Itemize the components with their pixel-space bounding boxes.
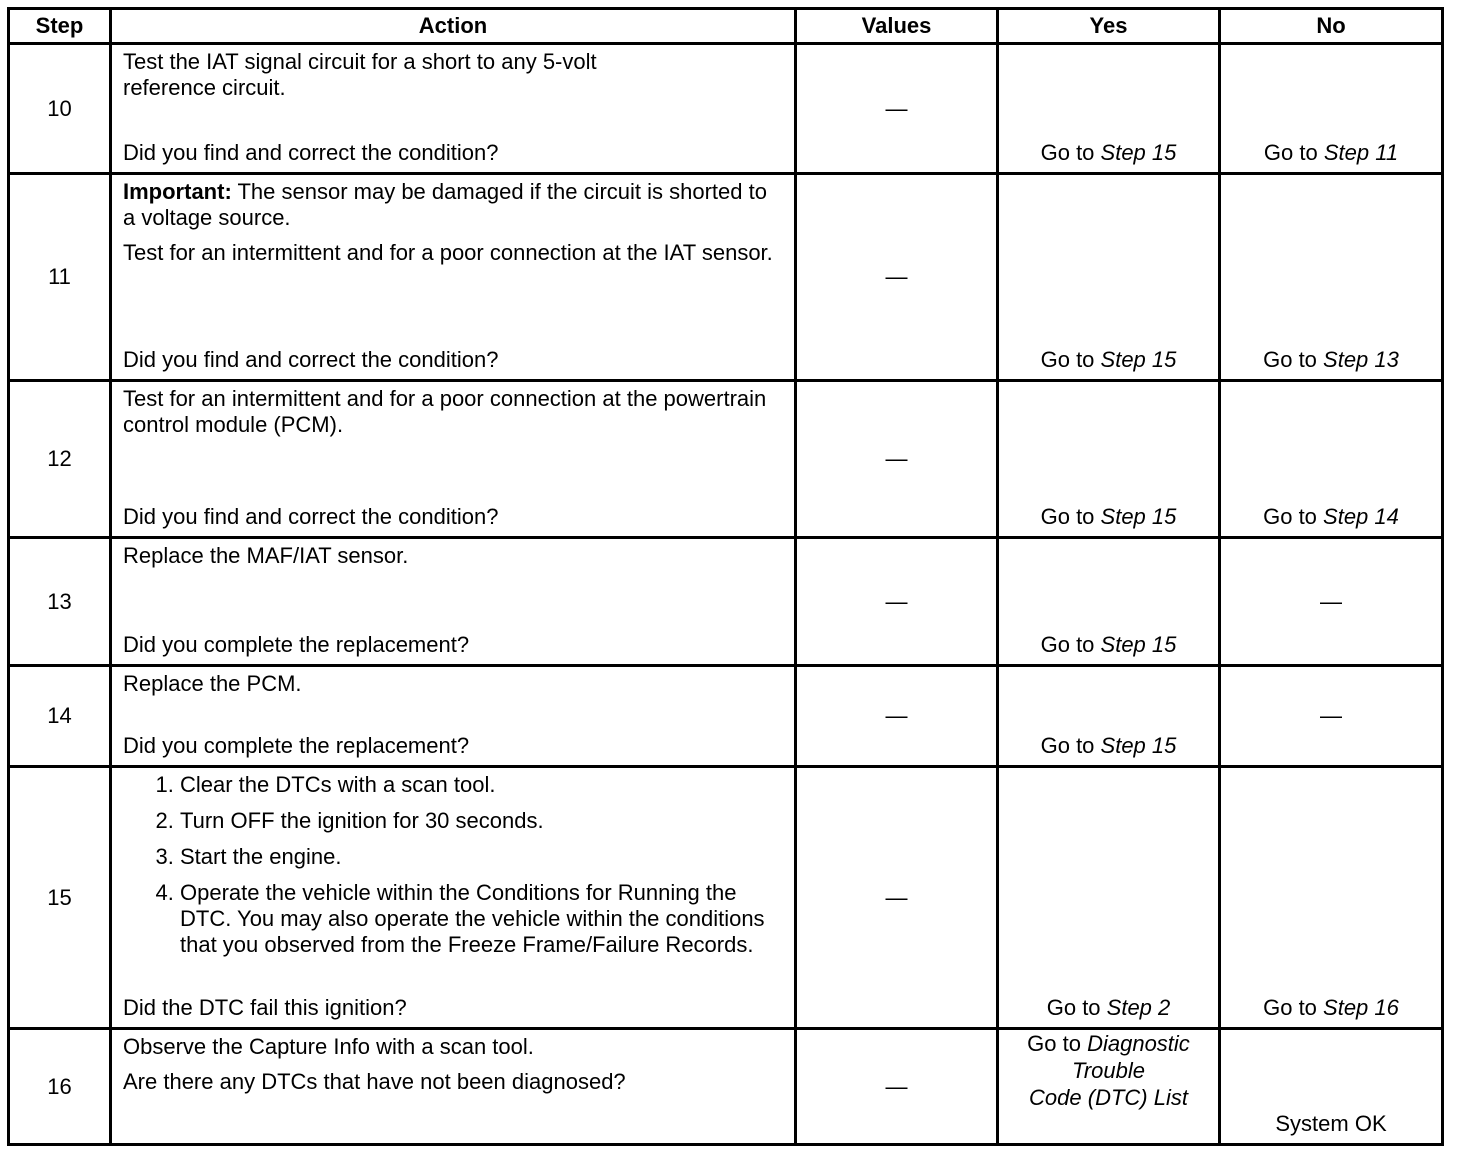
yes-link[interactable]: Step 15 — [1100, 733, 1177, 758]
yes-cell — [998, 767, 1220, 1029]
values-cell: — — [796, 767, 998, 1029]
yes-link[interactable]: Step 15 — [1100, 140, 1177, 165]
no-cell: — — [1220, 538, 1443, 666]
header-row — [9, 9, 1443, 44]
no-cell: System OK — [1220, 1029, 1443, 1145]
values-cell: — — [796, 381, 998, 538]
values-cell: — — [796, 1029, 998, 1145]
no-cell — [1220, 381, 1443, 538]
action-question: Are there any DTCs that have not been diagnosed? — [123, 1069, 626, 1094]
yes-link[interactable]: Step 2 — [1106, 995, 1171, 1020]
action-cell — [111, 381, 796, 538]
action-text: Observe the Capture Info with a scan tool. — [123, 1034, 534, 1059]
header-no: No — [1220, 9, 1443, 44]
table-row — [9, 538, 1443, 666]
yes-prefix: Go to — [1040, 140, 1101, 165]
yes-prefix: Go to — [1040, 632, 1101, 657]
step-number: 15 — [9, 767, 111, 1029]
yes-prefix: Go to — [1046, 995, 1107, 1020]
action-cell — [111, 174, 796, 381]
procedure-list — [123, 772, 784, 958]
yes-cell — [998, 538, 1220, 666]
table-row — [9, 44, 1443, 174]
action-cell — [111, 666, 796, 767]
no-cell — [1220, 767, 1443, 1029]
yes-link-line[interactable]: Trouble — [1072, 1058, 1145, 1083]
step-number: 11 — [9, 174, 111, 381]
no-prefix: Go to — [1263, 995, 1324, 1020]
list-item: 4. Operate the vehicle within the Conditions for Running the DTC. You may also operate the vehicle within the conditions that you observed from the Freeze Frame/Failure Records. — [180, 880, 784, 958]
action-text: Test for an intermittent and for a poor connection at the IAT sensor. — [123, 240, 773, 265]
list-item: 3. Start the engine. — [180, 844, 784, 870]
no-link[interactable]: Step 14 — [1323, 504, 1399, 529]
important-text: The sensor may be damaged if the circuit is shorted to a voltage source. — [123, 179, 767, 230]
diagnostic-table — [7, 7, 1444, 1146]
no-prefix: Go to — [1263, 504, 1324, 529]
yes-link[interactable]: Step 15 — [1100, 347, 1177, 372]
action-text: Replace the MAF/IAT sensor. — [123, 543, 409, 568]
action-question: Did the DTC fail this ignition? — [123, 995, 407, 1020]
action-cell — [111, 767, 796, 1029]
yes-link-line[interactable]: Code (DTC) List — [1029, 1085, 1188, 1110]
header-action: Action — [111, 9, 796, 44]
yes-cell — [998, 381, 1220, 538]
no-cell — [1220, 174, 1443, 381]
step-number: 14 — [9, 666, 111, 767]
action-question: Did you find and correct the condition? — [123, 140, 499, 165]
important-note — [123, 179, 784, 231]
no-prefix: Go to — [1263, 347, 1324, 372]
action-cell — [111, 44, 796, 174]
action-line: reference circuit. — [123, 75, 286, 100]
action-cell — [111, 538, 796, 666]
list-item: 1. Clear the DTCs with a scan tool. — [180, 772, 784, 798]
header-values: Values — [796, 9, 998, 44]
header-step: Step — [9, 9, 111, 44]
action-line: Test the IAT signal circuit for a short to any 5-volt — [123, 49, 597, 74]
step-number: 13 — [9, 538, 111, 666]
yes-prefix: Go to — [1027, 1031, 1088, 1056]
values-cell: — — [796, 174, 998, 381]
action-question: Did you find and correct the condition? — [123, 504, 499, 529]
no-link[interactable]: Step 16 — [1323, 995, 1399, 1020]
step-number: 12 — [9, 381, 111, 538]
no-cell — [1220, 44, 1443, 174]
yes-cell — [998, 666, 1220, 767]
action-question: Did you complete the replacement? — [123, 733, 470, 758]
values-cell: — — [796, 44, 998, 174]
no-cell: — — [1220, 666, 1443, 767]
values-cell: — — [796, 666, 998, 767]
values-cell: — — [796, 538, 998, 666]
no-link[interactable]: Step 13 — [1323, 347, 1399, 372]
table-row — [9, 381, 1443, 538]
yes-prefix: Go to — [1040, 347, 1101, 372]
step-number: 10 — [9, 44, 111, 174]
action-cell — [111, 1029, 796, 1145]
yes-line — [999, 1030, 1218, 1057]
action-question: Did you complete the replacement? — [123, 632, 470, 657]
header-yes: Yes — [998, 9, 1220, 44]
yes-link[interactable]: Diagnostic — [1087, 1031, 1190, 1056]
yes-cell — [998, 174, 1220, 381]
table-row — [9, 1029, 1443, 1145]
yes-cell — [998, 1029, 1220, 1145]
table-row — [9, 174, 1443, 381]
yes-prefix: Go to — [1040, 504, 1101, 529]
yes-link[interactable]: Step 15 — [1100, 504, 1177, 529]
important-label: Important: — [123, 179, 232, 204]
action-text: Test for an intermittent and for a poor connection at the powertrain control module (PCM). — [123, 386, 767, 437]
no-prefix: Go to — [1263, 140, 1324, 165]
action-text: Replace the PCM. — [123, 671, 302, 696]
table-row — [9, 767, 1443, 1029]
yes-cell — [998, 44, 1220, 174]
no-link[interactable]: Step 11 — [1323, 140, 1399, 165]
list-item: 2. Turn OFF the ignition for 30 seconds. — [180, 808, 784, 834]
table-row — [9, 666, 1443, 767]
yes-prefix: Go to — [1040, 733, 1101, 758]
yes-link[interactable]: Step 15 — [1100, 632, 1177, 657]
action-question: Did you find and correct the condition? — [123, 347, 499, 372]
step-number: 16 — [9, 1029, 111, 1145]
